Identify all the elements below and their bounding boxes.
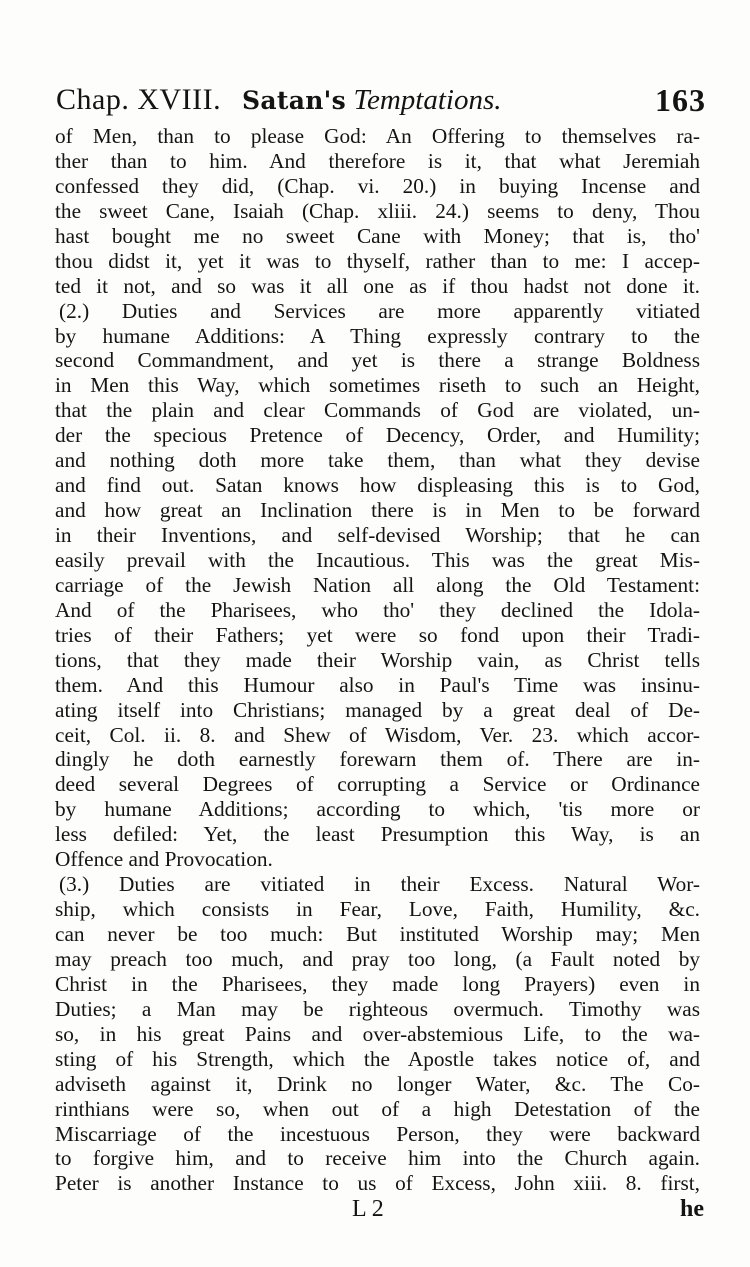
page-number: 163 <box>655 82 706 118</box>
text-line: sting of his Strength, which the Apostle takes notice of, and <box>55 1046 700 1071</box>
signature-mark: L 2 <box>352 1196 384 1222</box>
text-line: adviseth against it, Drink no longer Water, &c. The Co- <box>55 1071 700 1096</box>
text-line: and find out. Satan knows how displeasing this is to God, <box>55 473 700 498</box>
text-line: Duties; a Man may be righteous overmuch. Timothy was <box>55 996 700 1021</box>
text-line: to forgive him, and to receive him into the Church again. <box>55 1146 700 1171</box>
text-line: deed several Degrees of corrupting a Service or Ordinance <box>55 772 700 797</box>
text-line: And of the Pharisees, who tho' they declined the Idola- <box>55 597 700 622</box>
running-title <box>242 78 502 123</box>
text-line: rinthians were so, when out of a high Detestation of the <box>55 1096 700 1121</box>
text-line: ther than to him. And therefore is it, that what Jeremiah <box>55 148 700 173</box>
text-line: that the plain and clear Commands of God are violated, un- <box>55 398 700 423</box>
running-header <box>56 78 706 122</box>
text-line: thou didst it, yet it was to thyself, rather than to me: I accep- <box>55 248 700 273</box>
body-text <box>55 124 700 1196</box>
text-line: by humane Additions: A Thing expressly contrary to the <box>55 323 700 348</box>
catchword: he <box>680 1196 704 1222</box>
text-line: tions, that they made their Worship vain, as Christ tells <box>55 647 700 672</box>
text-line: Christ in the Pharisees, they made long Prayers) even in <box>55 971 700 996</box>
text-line: can never be too much: But instituted Worship may; Men <box>55 922 700 946</box>
text-line: Offence and Provocation. <box>55 847 273 872</box>
text-line: ted it not, and so was it all one as if thou hadst not done it. <box>55 273 700 298</box>
text-line: and how great an Inclination there is in Men to be forward <box>55 498 700 523</box>
text-line: so, in his great Pains and over-abstemious Life, to the wa- <box>55 1021 700 1046</box>
text-line: Miscarriage of the incestuous Person, they were backward <box>55 1121 700 1146</box>
page-footer <box>0 1190 750 1230</box>
text-line: easily prevail with the Incautious. This was the great Mis- <box>55 547 700 572</box>
text-line: in Men this Way, which sometimes riseth to such an Height, <box>55 373 700 398</box>
text-line: second Commandment, and yet is there a strange Boldness <box>55 348 700 373</box>
running-title-blackletter: Satan's <box>242 86 347 115</box>
text-line: Peter is another Instance to us of Excess, John xiii. 8. first, <box>55 1171 700 1196</box>
text-line: (3.) Duties are vitiated in their Excess. Natural Wor- <box>59 872 700 897</box>
text-line: the sweet Cane, Isaiah (Chap. xliii. 24.) seems to deny, Thou <box>55 198 700 223</box>
text-line: by humane Additions; according to which, 'tis more or <box>55 797 700 822</box>
text-line: dingly he doth earnestly forewarn them of. There are in- <box>55 747 700 772</box>
text-line: less defiled: Yet, the least Presumption this Way, is an <box>55 822 700 847</box>
running-title-italic: Temptations. <box>353 84 502 116</box>
text-line: ceit, Col. ii. 8. and Shew of Wisdom, Ver. 23. which accor- <box>55 722 700 747</box>
text-line: them. And this Humour also in Paul's Time was insinu- <box>55 672 700 697</box>
text-line: ating itself into Christians; managed by a great deal of De- <box>55 697 700 722</box>
text-line: of Men, than to please God: An Offering to themselves ra- <box>55 124 700 148</box>
text-line: der the specious Pretence of Decency, Order, and Humility; <box>55 423 700 448</box>
chapter-label: Chap. XVIII. <box>56 83 222 116</box>
text-line: carriage of the Jewish Nation all along the Old Testament: <box>55 572 700 597</box>
text-line: may preach too much, and pray too long, (a Fault noted by <box>55 946 700 971</box>
text-line: confessed they did, (Chap. vi. 20.) in buying Incense and <box>55 173 700 198</box>
text-line: hast bought me no sweet Cane with Money; that is, tho' <box>55 223 700 248</box>
text-line: ship, which consists in Fear, Love, Faith, Humility, &c. <box>55 897 700 922</box>
text-line: tries of their Fathers; yet were so fond upon their Tradi- <box>55 622 700 647</box>
text-line: and nothing doth more take them, than what they devise <box>55 448 700 473</box>
text-line: (2.) Duties and Services are more apparently vitiated <box>59 298 700 323</box>
text-line: in their Inventions, and self-devised Worship; that he can <box>55 523 700 547</box>
